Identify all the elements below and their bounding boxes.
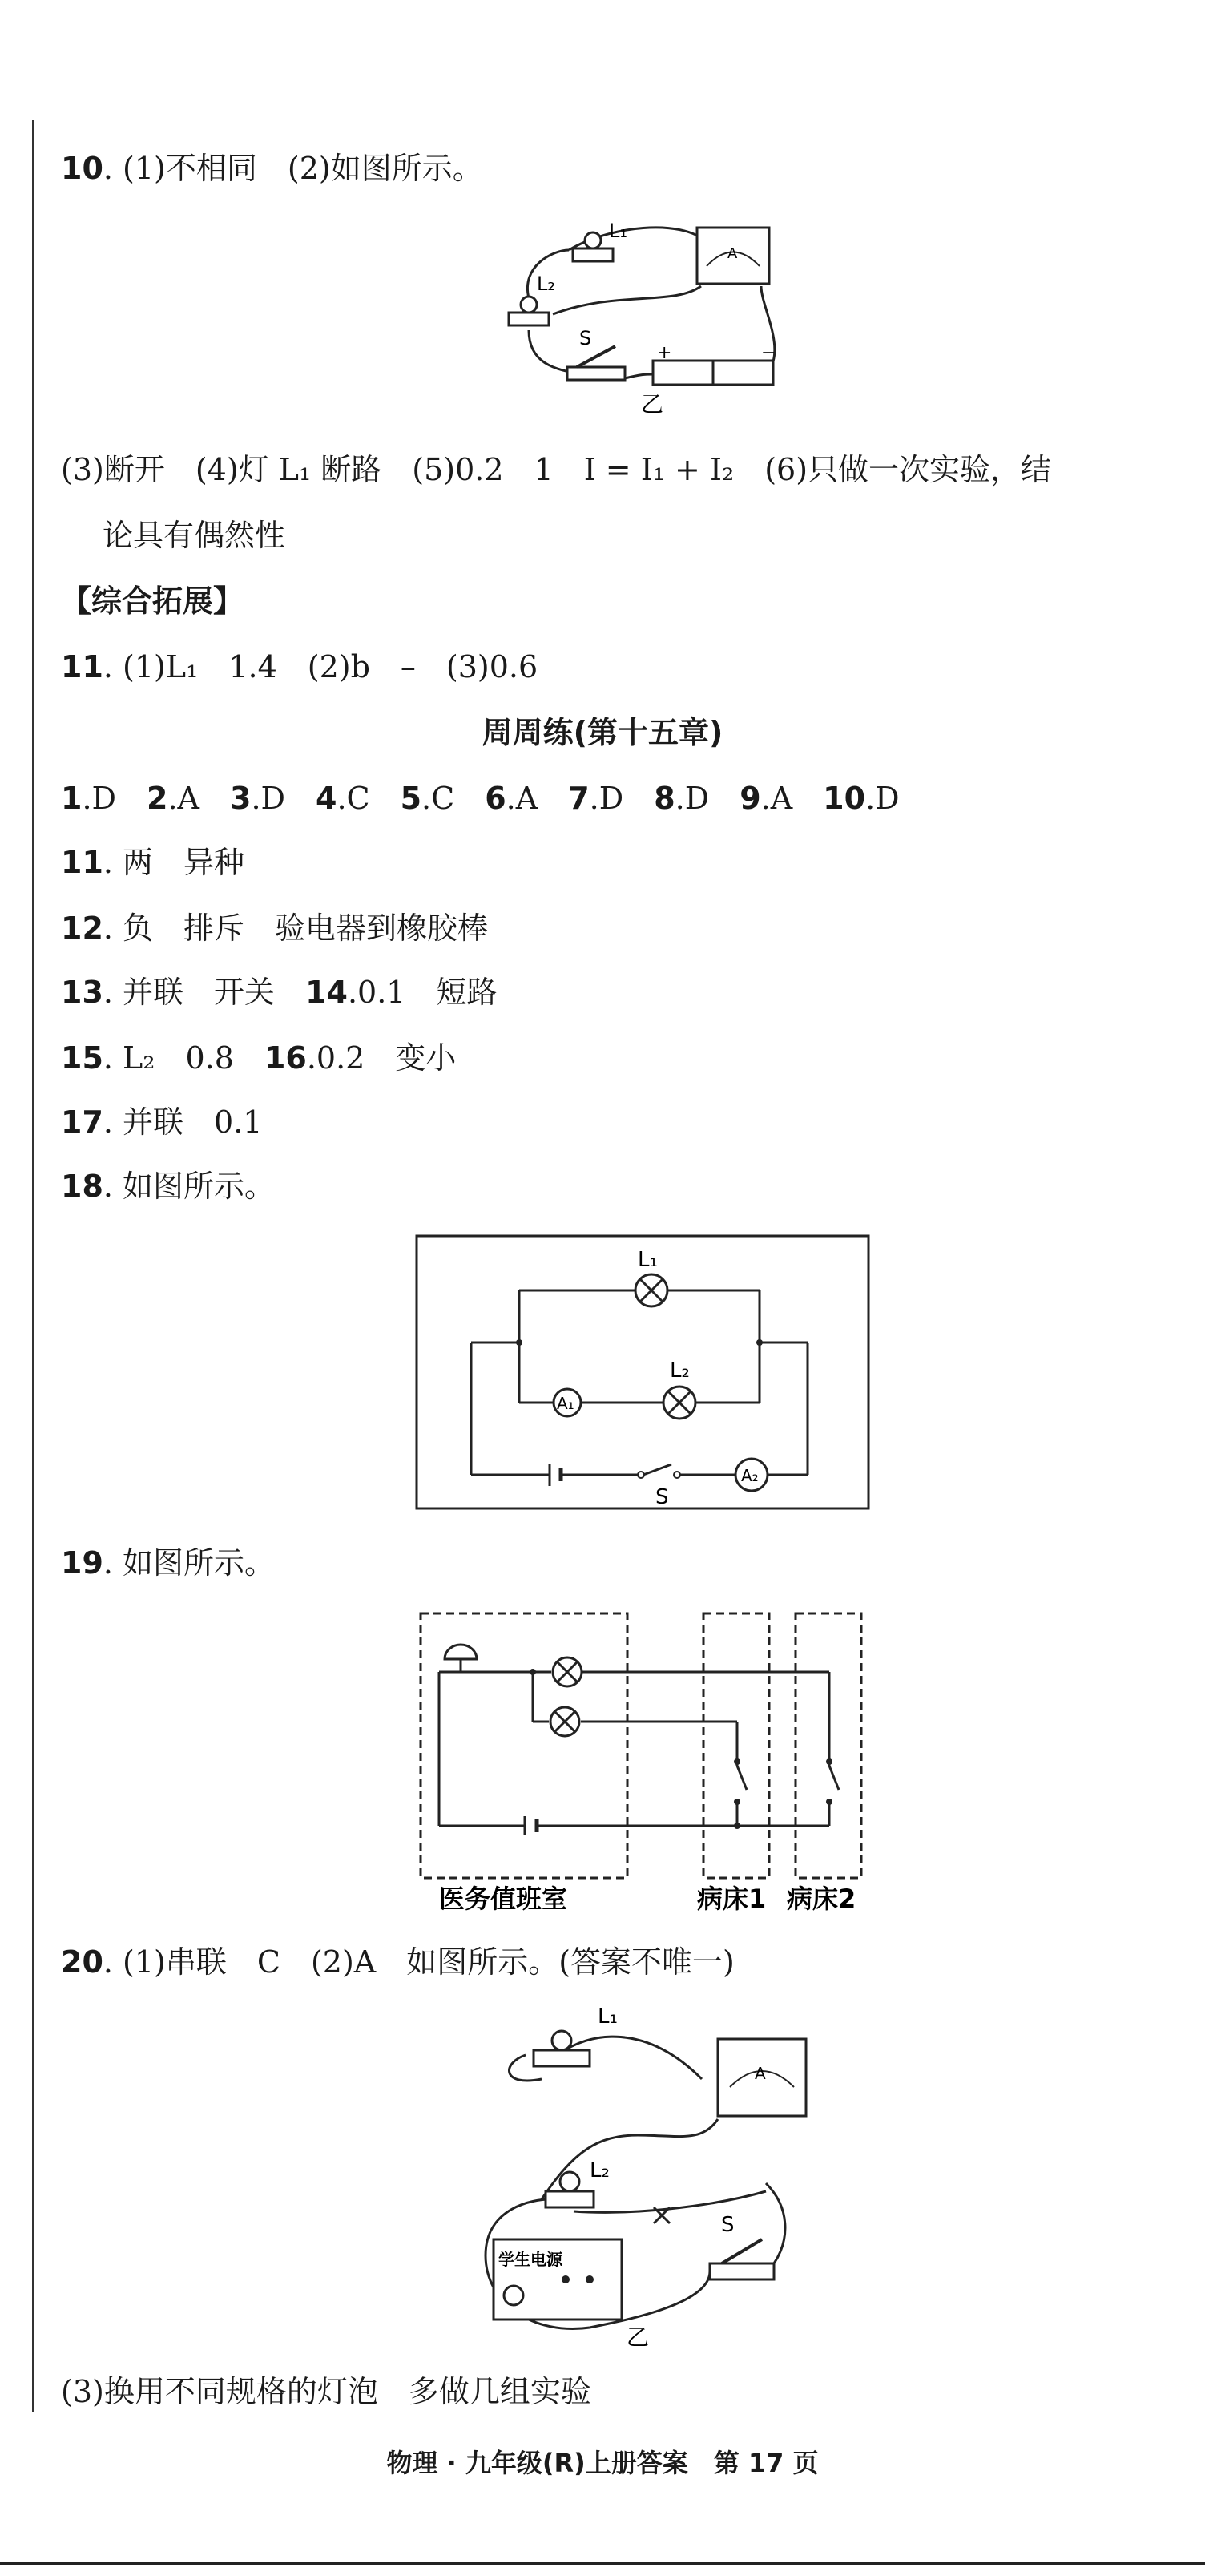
q15-number: 15: [61, 1040, 103, 1076]
section-heading: 【综合拓展】: [61, 583, 244, 619]
q19-line: [61, 1544, 275, 1582]
mc-answer-item: [230, 779, 285, 818]
q11b-text: . 两 异种: [103, 845, 245, 880]
q15-text: . L₂ 0.8: [103, 1040, 264, 1076]
q10-l2-label: L₂: [537, 273, 555, 295]
q16-text: .0.2 变小: [306, 1040, 457, 1076]
mc-answer-letter: .D: [675, 781, 710, 816]
mc-answer-number: 8: [654, 781, 675, 816]
q19-bed2-label: 病床2: [787, 1884, 856, 1914]
mc-answer-item: [740, 779, 792, 818]
q20-part3-line: (3)换用不同规格的灯泡 多做几组实验: [61, 2374, 591, 2409]
bottom-rule: [0, 2562, 1205, 2565]
mc-answers-row: [61, 779, 930, 818]
q19-bed1-label: 病床1: [697, 1884, 767, 1914]
q11-line: [61, 648, 538, 686]
q19-circuit-diagram: [417, 1609, 870, 1914]
q13-number: 13: [61, 975, 103, 1010]
mc-answer-item: [823, 779, 899, 818]
q10-switch-label: S: [579, 327, 592, 349]
mc-answer-number: 4: [315, 781, 337, 816]
q18-line: [61, 1167, 275, 1205]
mc-answer-item: [316, 779, 370, 818]
q18-l2-label: L₂: [670, 1359, 690, 1383]
q18-text: . 如图所示。: [103, 1169, 276, 1204]
mc-answer-item: [654, 779, 709, 818]
mc-answer-letter: .D: [251, 781, 285, 816]
mc-answer-item: [568, 779, 623, 818]
q20-l1-label: L₁: [598, 2005, 618, 2029]
q17-text: . 并联 0.1: [103, 1104, 263, 1140]
q18-a2-label: A₂: [741, 1466, 759, 1485]
mc-answer-number: 9: [740, 781, 761, 816]
q10-number: 10: [61, 151, 103, 186]
q20-number: 20: [61, 1944, 103, 1980]
q11b-line: [61, 843, 244, 882]
q20-power-label: 学生电源: [498, 2250, 562, 2269]
q13-line: [61, 973, 497, 1011]
q11-text: . (1)L₁ 1.4 (2)b – (3)0.6: [103, 649, 538, 684]
q14-number: 14: [305, 975, 348, 1010]
q12-line: [61, 909, 488, 947]
q20-circuit-figure: [470, 1999, 832, 2352]
mc-answer-letter: .D: [865, 781, 900, 816]
q16-number: 16: [264, 1040, 307, 1076]
mc-answer-letter: .C: [421, 781, 455, 816]
svg-text:−: −: [761, 343, 776, 363]
q12-number: 12: [61, 910, 103, 946]
q10-l1-label: L₁: [609, 220, 627, 242]
q20-line: [61, 1943, 735, 1981]
mc-answer-item: [61, 779, 116, 818]
mc-answer-item: [401, 779, 455, 818]
left-margin-line: [32, 120, 34, 2412]
q10-figure-label: 乙: [641, 391, 664, 417]
mc-answer-item: [147, 779, 199, 818]
q19-text: . 如图所示。: [103, 1545, 276, 1581]
mc-answer-letter: .D: [82, 781, 116, 816]
q15-line: [61, 1039, 456, 1077]
q10-line2: (3)断开 (4)灯 L₁ 断路 (5)0.2 1 I = I₁ + I₂ (6)只做一次实验，结: [61, 452, 1052, 487]
weekly-practice-title: 周周练(第十五章): [482, 715, 723, 750]
mc-answer-letter: .A: [760, 781, 793, 816]
q11-number: 11: [61, 649, 103, 684]
mc-answer-item: [485, 779, 538, 818]
svg-text:+: +: [657, 343, 672, 363]
mc-answer-letter: .A: [506, 781, 538, 816]
q18-a1-label: A₁: [557, 1394, 574, 1413]
q13-text: . 并联 开关: [103, 975, 306, 1010]
mc-answer-number: 2: [147, 781, 168, 816]
q19-number: 19: [61, 1545, 103, 1581]
q10-line1: [61, 149, 483, 188]
mc-answer-number: 5: [400, 781, 422, 816]
q20-figure-label: 乙: [627, 2324, 650, 2351]
mc-answer-number: 3: [229, 781, 252, 816]
mc-answer-number: 6: [485, 781, 506, 816]
q18-switch-label: S: [655, 1485, 669, 1509]
q18-circuit-diagram: [415, 1234, 870, 1510]
q10-text: . (1)不相同 (2)如图所示。: [103, 151, 483, 186]
q20-text: . (1)串联 C (2)A 如图所示。(答案不唯一): [103, 1944, 735, 1980]
mc-answer-number: 7: [568, 781, 590, 816]
mc-answer-number: 1: [61, 781, 83, 816]
q11b-number: 11: [61, 845, 103, 880]
q12-text: . 负 排斥 验电器到橡胶棒: [103, 910, 489, 946]
q20-l2-label: L₂: [590, 2158, 610, 2182]
q14-text: .0.1 短路: [347, 975, 498, 1010]
mc-answer-letter: .A: [167, 781, 199, 816]
q10-line3: 论具有偶然性: [103, 518, 286, 553]
q20-ammeter-label: A: [755, 2064, 766, 2083]
q17-number: 17: [61, 1104, 103, 1140]
q18-l1-label: L₁: [638, 1248, 658, 1272]
mc-answer-letter: .D: [589, 781, 624, 816]
q10-ammeter-label: A: [727, 245, 738, 262]
q20-switch-label: S: [721, 2213, 735, 2237]
mc-answer-number: 10: [823, 781, 866, 816]
q10-circuit-figure: [497, 210, 801, 417]
q19-room-label: 医务值班室: [439, 1884, 568, 1914]
page-footer: 物理 · 九年级(R)上册答案 第 17 页: [386, 2448, 819, 2478]
q17-line: [61, 1103, 262, 1141]
q18-number: 18: [61, 1169, 103, 1204]
mc-answer-letter: .C: [337, 781, 370, 816]
